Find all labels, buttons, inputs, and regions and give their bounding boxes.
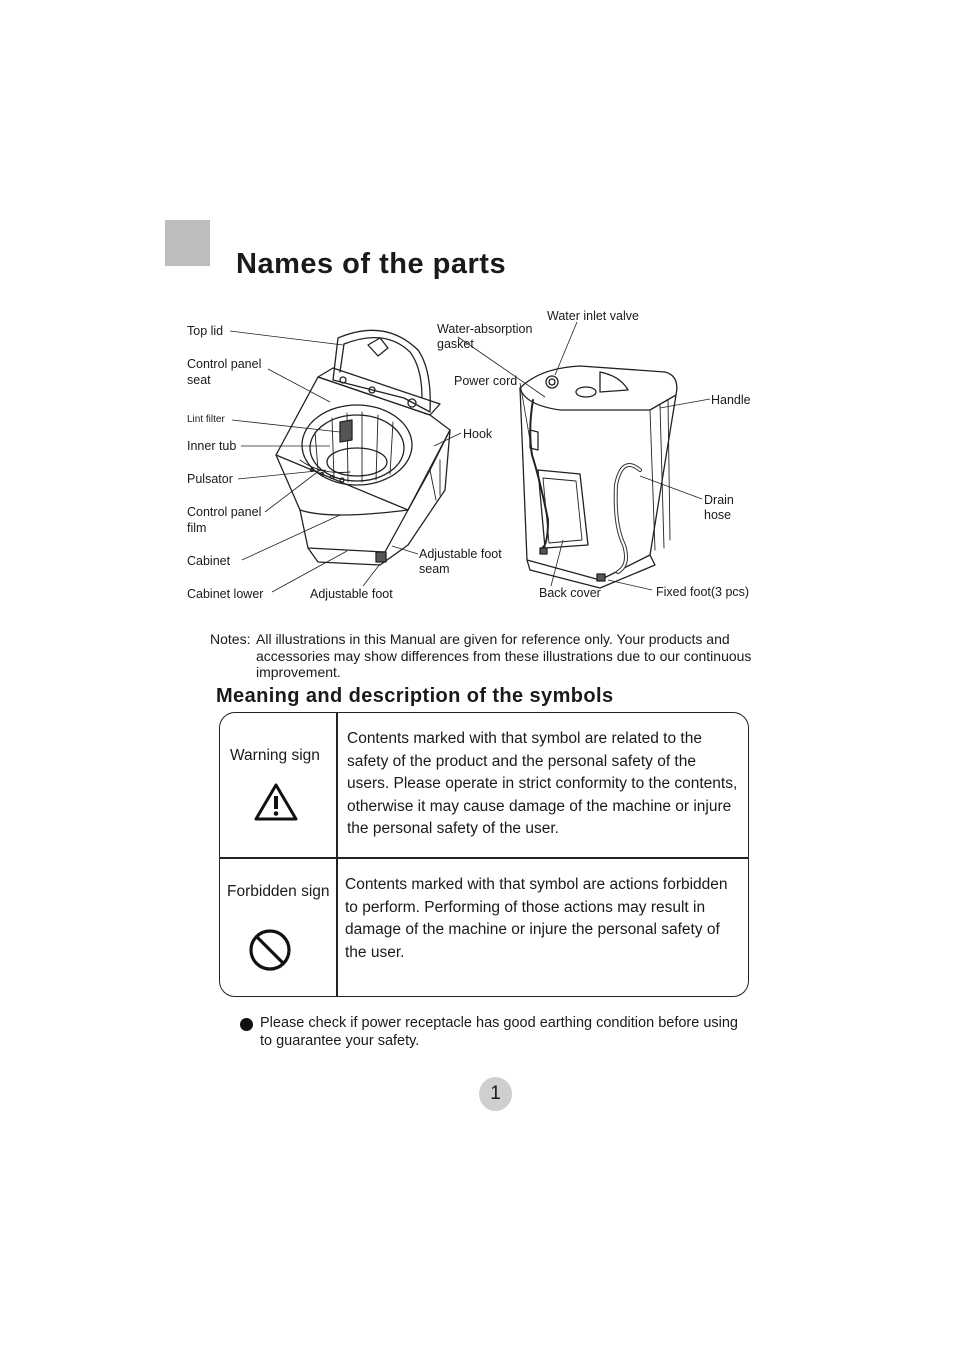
label-lint-filter: Lint filter — [187, 414, 225, 425]
label-control-panel-film-2: film — [187, 521, 207, 535]
label-adjustable-foot: Adjustable foot — [310, 587, 393, 601]
bullet-icon — [240, 1018, 253, 1031]
label-drain-hose: Drain — [704, 493, 734, 507]
label-top-lid: Top lid — [187, 324, 224, 338]
label-back-cover: Back cover — [539, 586, 601, 600]
page-title: Names of the parts — [236, 248, 507, 280]
label-control-panel-seat-2: seat — [187, 373, 211, 387]
label-fixed-foot: Fixed foot(3 pcs) — [656, 585, 750, 599]
notes — [210, 631, 770, 681]
label-hook: Hook — [463, 427, 493, 441]
table-divider-vertical — [336, 713, 338, 996]
front-washer-illustration — [276, 330, 450, 565]
label-water-inlet-valve: Water inlet valve — [547, 309, 639, 323]
label-pulsator: Pulsator — [187, 472, 233, 486]
label-adjustable-foot-seam-2: seam — [419, 562, 450, 576]
label-water-absorption-gasket: Water-absorption — [437, 322, 533, 336]
label-control-panel-seat: Control panel — [187, 357, 262, 371]
warning-sign-label: Warning sign — [230, 747, 320, 764]
label-cabinet-lower: Cabinet lower — [187, 587, 264, 601]
label-control-panel-film: Control panel — [187, 505, 262, 519]
label-cabinet: Cabinet — [187, 554, 231, 568]
warning-triangle-icon — [253, 782, 299, 822]
label-water-absorption-gasket-2: gasket — [437, 337, 474, 351]
forbidden-sign-label: Forbidden sign — [227, 883, 330, 900]
label-adjustable-foot-seam: Adjustable foot — [419, 547, 502, 561]
forbidden-sign-description: Contents marked with that symbol are actions forbidden to perform. Performing of those actions may result in damage of the machine or injure the personal safety of the user. — [345, 876, 728, 961]
page-number: 1 — [479, 1077, 512, 1111]
rear-washer-illustration — [520, 366, 677, 588]
symbols-title: Meaning and description of the symbols — [216, 685, 614, 707]
notes-text: All illustrations in this Manual are given for reference only. Your products and accessories may show differences from these illustrations due to our continuous improvement. — [256, 631, 752, 680]
label-handle: Handle — [711, 393, 751, 407]
label-power-cord: Power cord — [454, 374, 518, 388]
earthing-note: Please check if power receptacle has good earthing condition before using to guarantee your safety. — [260, 1015, 738, 1049]
prohibition-icon — [248, 928, 292, 972]
table-divider-horizontal — [220, 857, 748, 859]
label-inner-tub: Inner tub — [187, 439, 237, 453]
warning-sign-description: Contents marked with that symbol are related to the safety of the product and the personal safety of the users. Please operate in strict conformity to the contents, otherwise it may cause damage of the machine or injure the personal safety of the user. — [347, 730, 738, 837]
label-drain-hose-2: hose — [704, 508, 732, 522]
notes-prefix: Notes: — [210, 631, 251, 647]
